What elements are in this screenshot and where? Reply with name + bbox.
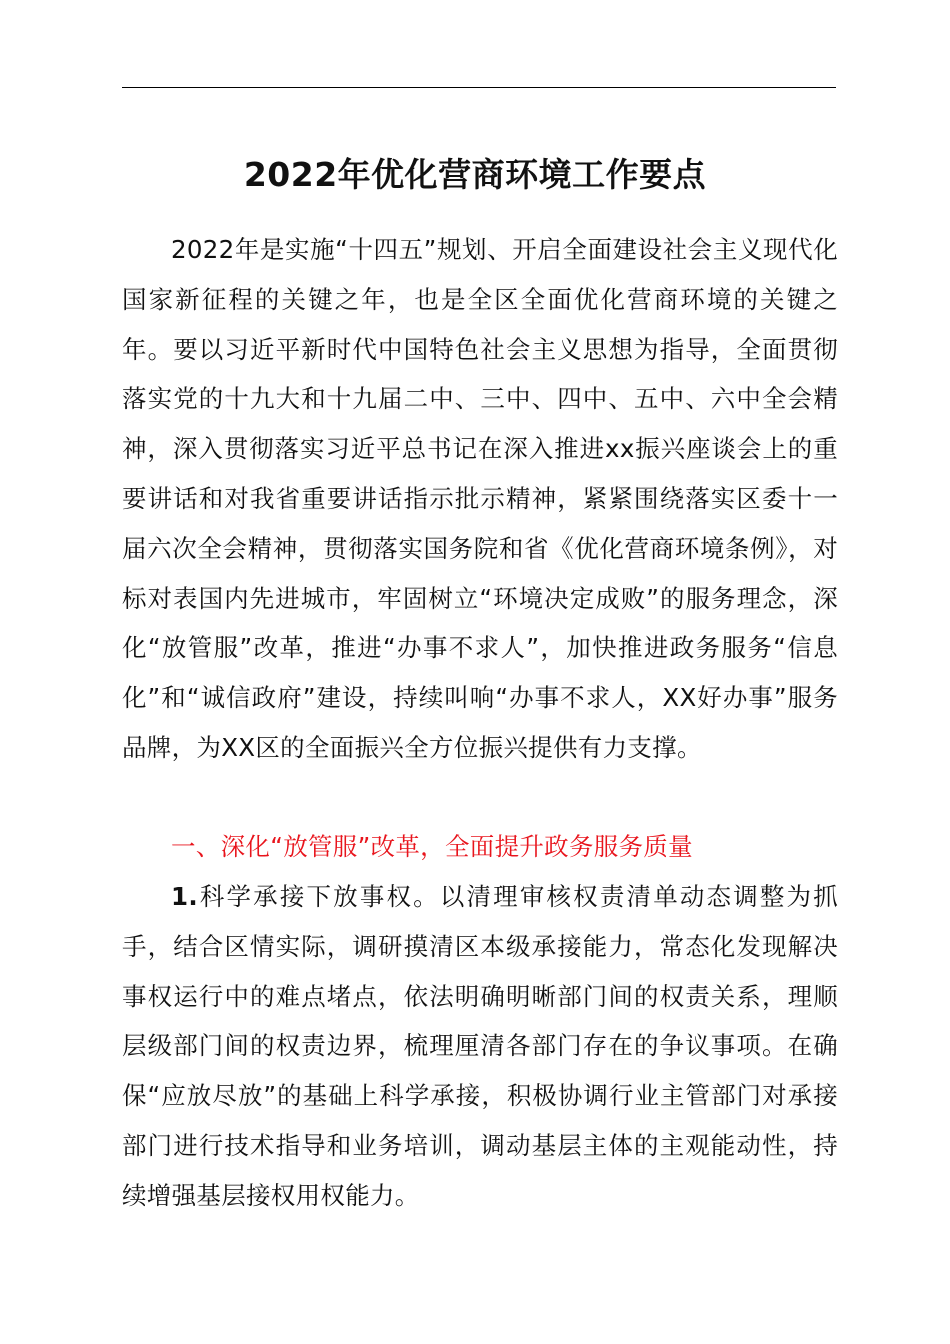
intro-paragraph: 2022年是实施“十四五”规划、开启全面建设社会主义现代化国家新征程的关键之年，也是全区全面优化营商环境的关键之年。要以习近平新时代中国特色社会主义思想为指导，全面贯彻落实党的十九大和十九届二中、三中、四中、五中、六中全会精神，深入贯彻落实习近平总书记在深入推进xx振兴座谈会上的重要讲话和对我省重要讲话指示批示精神，紧紧围绕落实区委十一届六次全会精神，贯彻落实国务院和省《优化营商环境条例》，对标对表国内先进城市，牢固树立“环境决定成败”的服务理念，深化“放管服”改革，推进“办事不求人”，加快推进政务服务“信息化”和“诚信政府”建设，持续叫响“办事不求人，XX好办事”服务品牌，为XX区的全面振兴全方位振兴提供有力支撑。 (122, 235, 838, 762)
item-paragraph (122, 872, 838, 1221)
document-title: 2022年优化营商环境工作要点 (243, 155, 707, 194)
header-rule (122, 87, 836, 88)
item-number: 1. (171, 882, 198, 911)
section-heading: 一、深化“放管服”改革，全面提升政务服务质量 (171, 832, 693, 861)
item-text: 科学承接下放事权。以清理审核权责清单动态调整为抓手，结合区情实际，调研摸清区本级承接能力，常态化发现解决事权运行中的难点堵点，依法明确明晰部门间的权责关系，理顺层级部门间的权责边界，梳理厘清各部门存在的争议事项。在确保“应放尽放”的基础上科学承接，积极协调行业主管部门对承接部门进行技术指导和业务培训，调动基层主体的主观能动性，持续增强基层接权用权能力。 (122, 882, 838, 1210)
